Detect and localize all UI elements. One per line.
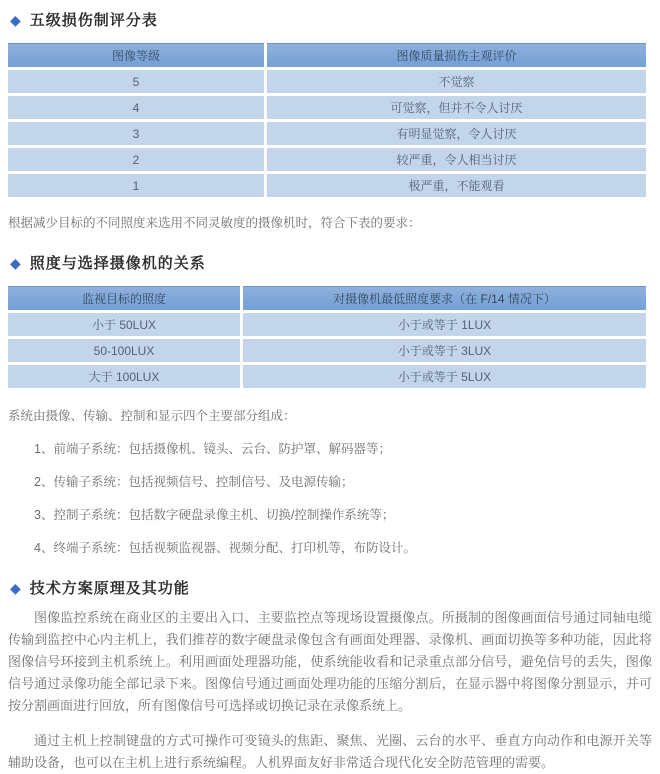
table-cell-eval: 可觉察，但并不令人讨厌 — [267, 96, 646, 119]
section-title-damage-score — [10, 9, 652, 30]
table-row — [8, 365, 646, 388]
table-cell-level: 4 — [8, 96, 264, 119]
diamond-bullet-icon: ◆ — [10, 11, 22, 28]
column-header-image-level: 图像等级 — [8, 43, 264, 67]
diamond-bullet-icon: ◆ — [10, 579, 22, 596]
scheme-paragraph-1: 图像监控系统在商业区的主要出入口、主要监控点等现场设置摄像点。所摄制的图像画面信号通过同轴电缆传输到监控中心内主机上，我们推荐的数字硬盘录像包含有画面处理器、录像机、画面切换等多种功能，因此将图像信号环接到主机系统上。利用画面处理器功能，使系统能收看和记录重点部分信号，避免信号的丢失，图像信号通过录像功能全部记录下来。图像信号通过画面处理功能的压缩分割后，在显示器中将图像分割显示，并可按分割画面进行回放，所有图像信号可选择或切换记录在录像系统上。 — [8, 610, 652, 713]
table-cell-eval: 不觉察 — [267, 70, 646, 93]
table-cell-level: 1 — [8, 174, 264, 197]
subsystem-list — [8, 440, 652, 557]
table-cell-level: 5 — [8, 70, 264, 93]
table-row — [8, 70, 646, 93]
list-item-transmission-subsystem: 2、传输子系统：包括视频信号、控制信号、及电源传输； — [34, 475, 354, 489]
note-paragraph: 根据减少目标的不同照度来选用不同灵敏度的摄像机时，符合下表的要求： — [8, 216, 421, 230]
system-composition-intro: 系统由摄像、传输、控制和显示四个主要部分组成： — [8, 409, 296, 423]
table-cell-requirement: 小于或等于 3LUX — [243, 339, 646, 362]
section-title-text: 五级损伤制评分表 — [29, 12, 158, 29]
section-title-illuminance — [10, 252, 652, 273]
column-header-min-illuminance: 对摄像机最低照度要求（在 F/14 情况下） — [243, 286, 646, 310]
section-title-technical-scheme — [10, 577, 652, 598]
table-row — [8, 148, 646, 171]
table-header-row — [8, 286, 646, 310]
list-item-terminal-subsystem: 4、终端子系统：包括视频监视器、视频分配、打印机等，布防设计。 — [34, 541, 416, 555]
list-item-front-subsystem: 1、前端子系统：包括摄像机、镜头、云台、防护罩、解码器等； — [34, 442, 391, 456]
column-header-subjective-eval: 图像质量损伤主观评价 — [267, 43, 646, 67]
table-cell-level: 2 — [8, 148, 264, 171]
table-row — [8, 339, 646, 362]
table-cell-eval: 有明显觉察，令人讨厌 — [267, 122, 646, 145]
illuminance-camera-table — [5, 283, 649, 391]
list-item-control-subsystem: 3、控制子系统：包括数字硬盘录像主机、切换/控制操作系统等； — [34, 508, 395, 522]
section-title-text: 照度与选择摄像机的关系 — [29, 255, 206, 272]
table-cell-requirement: 小于或等于 5LUX — [243, 365, 646, 388]
table-cell-requirement: 小于或等于 1LUX — [243, 313, 646, 336]
table-row — [8, 174, 646, 197]
table-row — [8, 96, 646, 119]
table-row — [8, 122, 646, 145]
table-cell-illuminance: 50-100LUX — [8, 339, 240, 362]
table-cell-illuminance: 小于 50LUX — [8, 313, 240, 336]
table-header-row — [8, 43, 646, 67]
column-header-target-illuminance: 监视目标的照度 — [8, 286, 240, 310]
scheme-paragraph-2: 通过主机上控制键盘的方式可操作可变镜头的焦距、聚焦、光圈、云台的水平、垂直方向动作和电源开关等辅助设备，也可以在主机上进行系统编程。人机界面友好非常适合现代化安全防范管理的需要。 — [8, 733, 652, 770]
table-row — [8, 313, 646, 336]
table-cell-level: 3 — [8, 122, 264, 145]
table-cell-eval: 较严重，令人相当讨厌 — [267, 148, 646, 171]
damage-score-table — [5, 40, 649, 200]
diamond-bullet-icon: ◆ — [10, 254, 22, 271]
table-cell-illuminance: 大于 100LUX — [8, 365, 240, 388]
section-title-text: 技术方案原理及其功能 — [29, 580, 190, 597]
table-cell-eval: 极严重，不能观看 — [267, 174, 646, 197]
